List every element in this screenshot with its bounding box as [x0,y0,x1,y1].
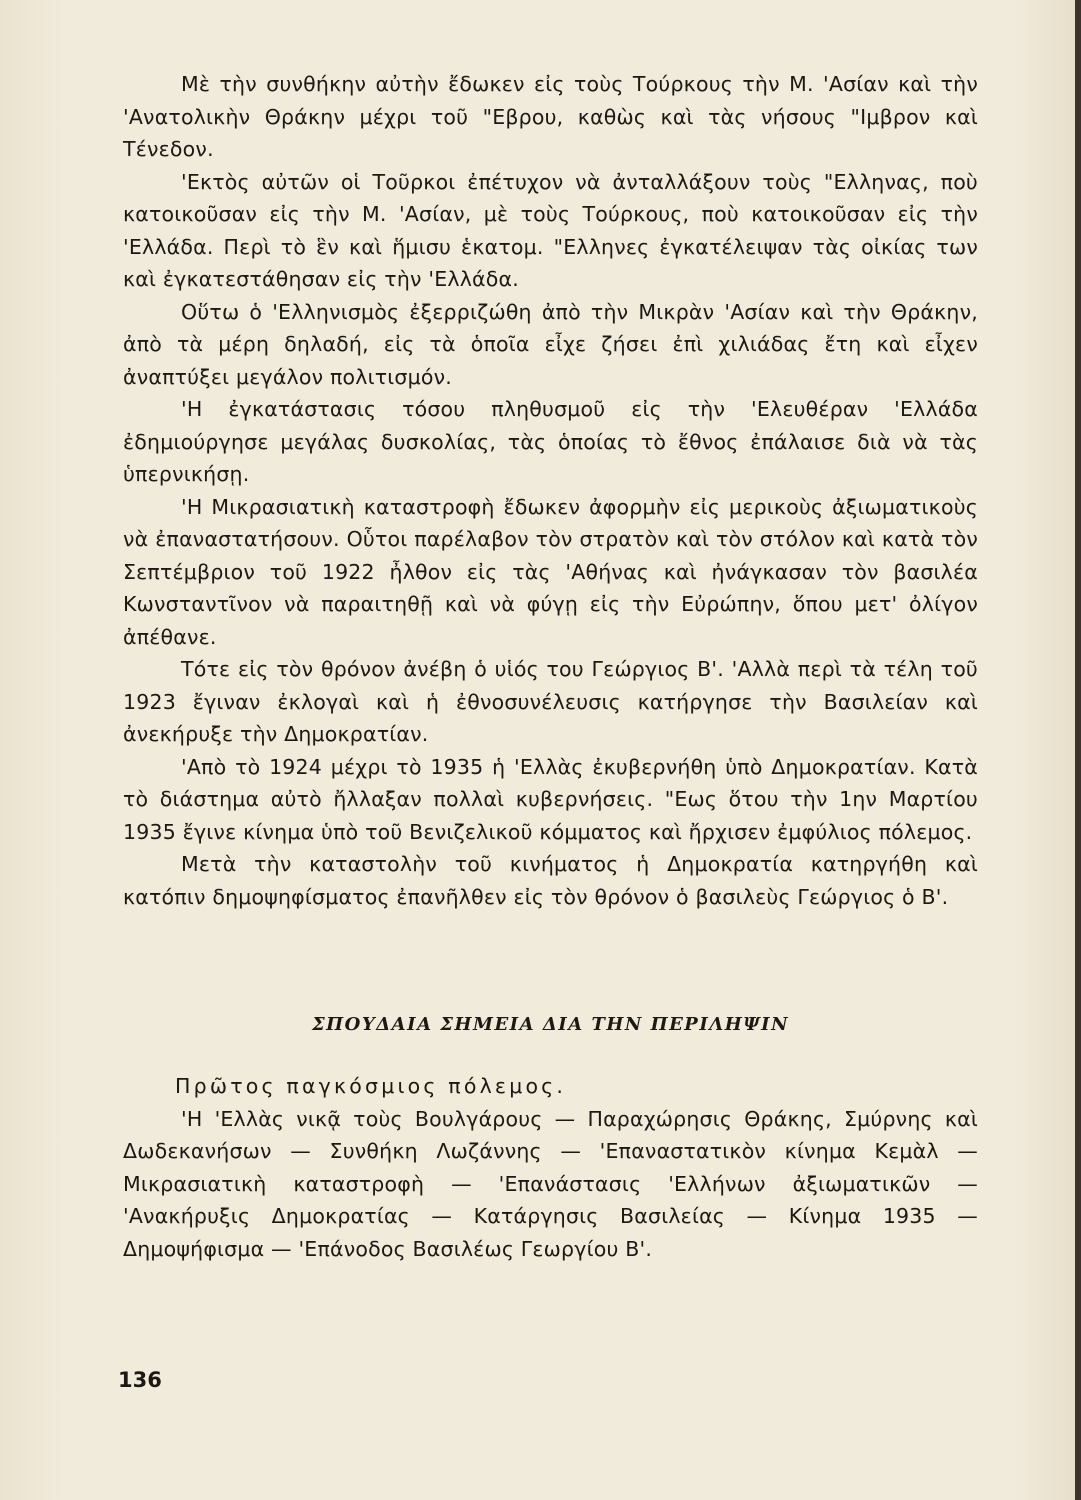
paragraph: Μὲ τὴν συνθήκην αὐτὴν ἔδωκεν εἰς τοὺς Τούρκους τὴν Μ. 'Ασίαν καὶ τὴν 'Ανατολικὴν Θράκην μέχρι τοῦ "Εβρου, καθὼς καὶ τὰς νήσους "Ιμβρον καὶ Τένεδον. [123,72,978,161]
summary-heading: ΣΠΟΥΔΑΙΑ ΣΗΜΕΙΑ ΔΙΑ ΤΗΝ ΠΕΡΙΛΗΨΙΝ [311,1014,790,1035]
main-text-block [123,68,978,913]
paragraph: 'Η Μικρασιατικὴ καταστροφὴ ἔδωκεν ἀφορμὴν εἰς μερικοὺς ἀξιωματικοὺς νὰ ἐπαναστατήσουν. Οὗτοι παρέλαβον τὸν στρατὸν καὶ τὸν στόλον καὶ κατὰ τὸν Σεπτέμβριον τοῦ 1922 ἦλθον εἰς τὰς 'Αθήνας καὶ ἠνάγκασαν τὸν βασιλέα Κωνσταντῖνον νὰ παραιτηθῇ καὶ νὰ φύγῃ εἰς τὴν Εὐρώπην, ὅπου μετ' ὀλίγον ἀπέθανε. [123,494,978,649]
paragraph: 'Η ἐγκατάστασις τόσου πληθυσμοῦ εἰς τὴν 'Ελευθέραν 'Ελλάδα ἐδημιούργησε μεγάλας δυσκολίας, τὰς ὁποίας τὸ ἔθνος ἐπάλαισε διὰ νὰ τὰς ὑπερνικήσῃ. [123,397,978,486]
page-edge-shadow [1075,0,1081,1500]
summary-block [123,1070,978,1265]
page-number: 136 [118,1368,162,1392]
paragraph: Οὕτω ὁ 'Ελληνισμὸς ἐξερριζώθη ἀπὸ τὴν Μικρὰν 'Ασίαν καὶ τὴν Θράκην, ἀπὸ τὰ μέρη δηλαδή, εἰς τὰ ὁποῖα εἶχε ζήσει ἐπὶ χιλιάδας ἔτη καὶ εἶχεν ἀναπτύξει μεγάλον πολιτισμόν. [123,299,978,389]
summary-text: 'Η 'Ελλὰς νικᾷ τοὺς Βουλγάρους — Παραχώρησις Θράκης, Σμύρνης καὶ Δωδεκανήσων — Συνθήκη Λωζάννης — 'Επαναστατικὸν κίνημα Κεμὰλ — Μικρασιατικὴ καταστροφὴ — 'Επανάστασις 'Ελλήνων ἀξιωματικῶν — 'Ανακήρυξις Δημοκρατίας — Κατάργησις Βασιλείας — Κίνημα 1935 — Δημοψήφισμα — 'Επάνοδος Βασιλέως Γεωργίου Β'. [123,1106,978,1261]
paragraph: Τότε εἰς τὸν θρόνον ἀνέβη ὁ υἱός του Γεώργιος Β'. 'Αλλὰ περὶ τὰ τέλη τοῦ 1923 ἔγιναν ἐκλογαὶ καὶ ἡ ἐθνοσυνέλευσις κατήργησε τὴν Βασιλείαν καὶ ἀνεκήρυξε τὴν Δημοκρατίαν. [123,657,978,746]
paragraph: Μετὰ τὴν καταστολὴν τοῦ κινήματος ἡ Δημοκρατία κατηργήθη καὶ κατόπιν δημοψηφίσματος ἐπανῆλθεν εἰς τὸν θρόνον ὁ βασιλεὺς Γεώργιος ὁ Β'. [123,852,978,909]
paragraph: 'Απὸ τὸ 1924 μέχρι τὸ 1935 ἡ 'Ελλὰς ἐκυβερνήθη ὑπὸ Δημοκρατίαν. Κατὰ τὸ διάστημα αὐτὸ ἤλλαξαν πολλαὶ κυβερνήσεις. "Εως ὅτου τὴν 1ην Μαρτίου 1935 ἔγινε κίνημα ὑπὸ τοῦ Βενιζελικοῦ κόμματος καὶ ἤρχισεν ἐμφύλιος πόλεμος. [123,754,978,844]
paragraph: 'Εκτὸς αὐτῶν οἱ Τοῦρκοι ἐπέτυχον νὰ ἀνταλλάξουν τοὺς "Ελληνας, ποὺ κατοικοῦσαν εἰς τὴν Μ. 'Ασίαν, μὲ τοὺς Τούρκους, ποὺ κατοικοῦσαν εἰς τὴν 'Ελλάδα. Περὶ τὸ ἓν καὶ ἥμισυ ἑκατομ. "Ελληνες ἐγκατέλειψαν τὰς οἰκίας των καὶ ἐγκατεστάθησαν εἰς τὴν 'Ελλάδα. [123,169,978,291]
summary-title: Πρῶτος παγκόσμιος πόλεμος. [175,1074,567,1098]
